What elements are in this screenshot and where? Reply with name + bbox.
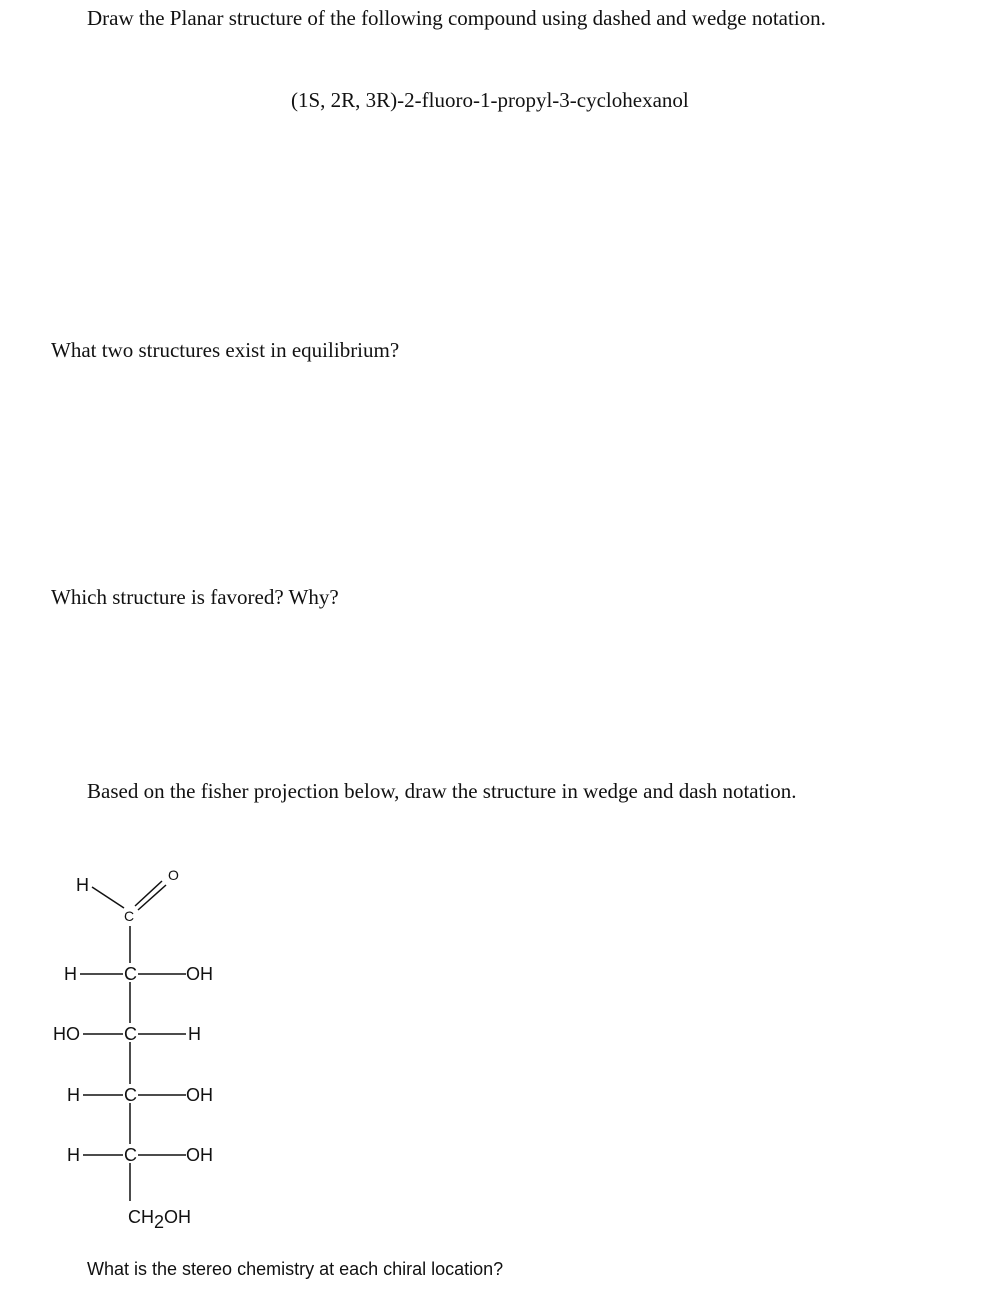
- compound-name: (1S, 2R, 3R)-2-fluoro-1-propyl-3-cyclohexanol: [291, 88, 689, 112]
- question-favored: Which structure is favored? Why?: [51, 585, 339, 609]
- aldehyde-o: O: [168, 867, 179, 883]
- row1-right: OH: [186, 964, 213, 984]
- aldehyde-h: H: [76, 875, 89, 895]
- fischer-projection: [40, 855, 240, 1235]
- question-fischer: Based on the fisher projection below, draw the structure in wedge and dash notation.: [87, 779, 797, 803]
- row3-right: OH: [186, 1085, 213, 1105]
- aldehyde-c: C: [124, 908, 135, 924]
- aldehyde-h-bond: [92, 887, 124, 908]
- question-stereochemistry: What is the stereo chemistry at each chiral location?: [87, 1259, 504, 1279]
- bottom-ch: CH: [128, 1207, 154, 1227]
- row3-carbon: C: [124, 1085, 137, 1105]
- row4-left: H: [67, 1145, 80, 1165]
- question-equilibrium: What two structures exist in equilibrium?: [51, 338, 400, 362]
- row2-carbon: C: [124, 1024, 137, 1044]
- row1-left: H: [64, 964, 77, 984]
- row3-left: H: [67, 1085, 80, 1105]
- row2-right: H: [188, 1024, 201, 1044]
- question-planar-structure: Draw the Planar structure of the following compound using dashed and wedge notation.: [87, 6, 826, 30]
- row4-carbon: C: [124, 1145, 137, 1165]
- row2-left: HO: [53, 1024, 80, 1044]
- carbonyl-bond-2: [138, 885, 166, 910]
- bottom-subscript: 2: [154, 1212, 165, 1232]
- bottom-oh: OH: [164, 1207, 192, 1227]
- bottom-ch2oh: [128, 1207, 191, 1232]
- row1-carbon: C: [124, 964, 137, 984]
- row4-right: OH: [186, 1145, 213, 1165]
- carbonyl-bond-1: [135, 881, 162, 906]
